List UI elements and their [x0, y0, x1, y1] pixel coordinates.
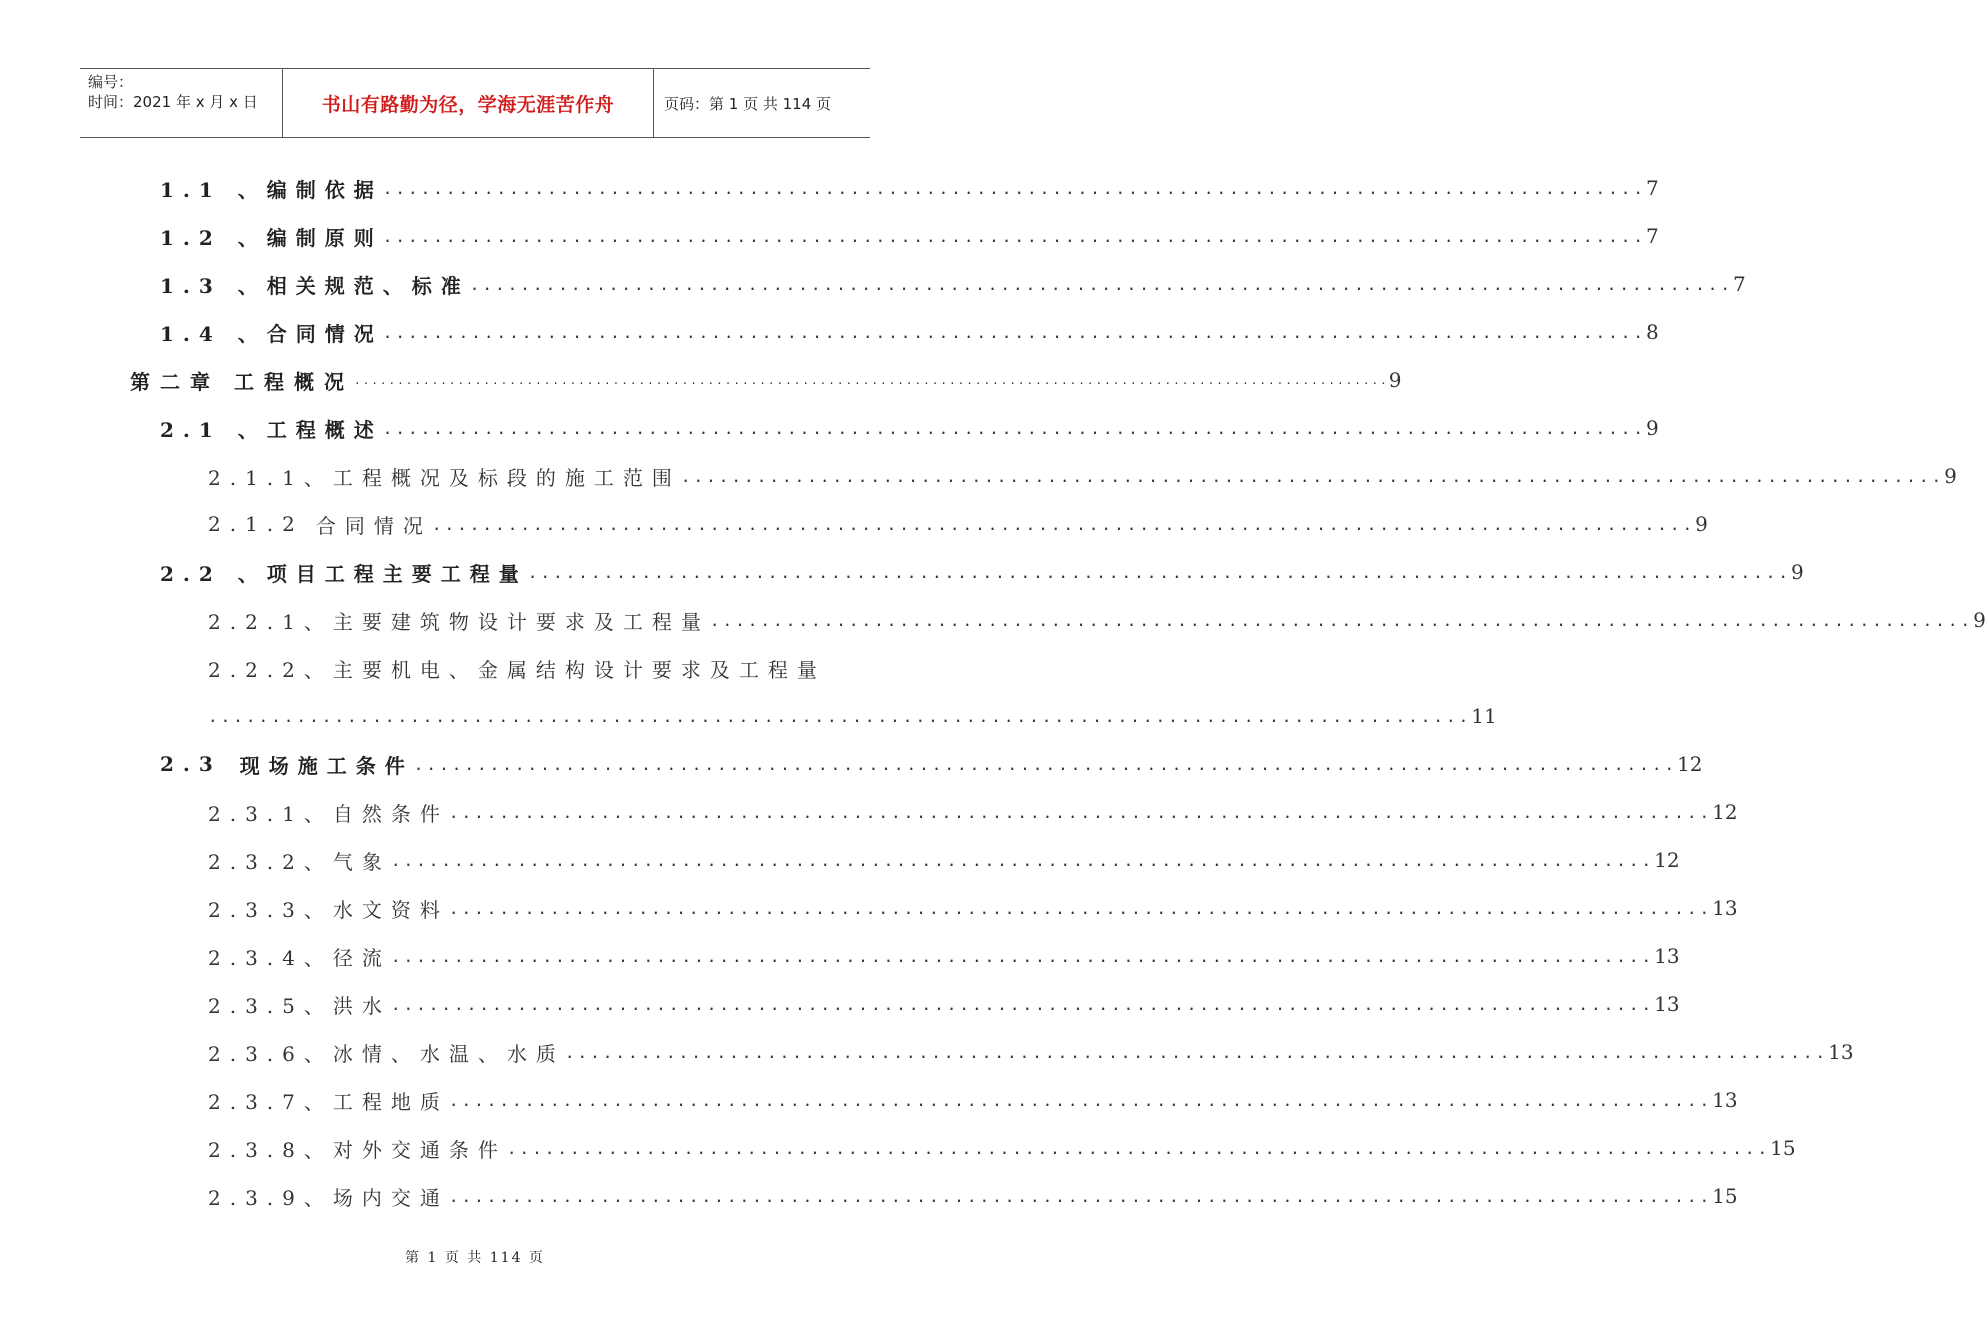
toc-entry-page: 11	[1471, 704, 1497, 728]
toc-entry[interactable]	[160, 548, 1804, 596]
toc-chapter-entry[interactable]	[130, 356, 1402, 404]
toc-entry-continuation[interactable]	[208, 692, 1497, 740]
toc-leader-dots: ....................................................................................................	[709, 610, 1974, 630]
toc-entry[interactable]	[208, 932, 1680, 980]
toc-entry-number: 2.2.2、	[208, 657, 333, 682]
toc-entry-number: 2.1 、	[160, 417, 267, 442]
toc-entry-number: 2.3	[160, 752, 222, 776]
toc-entry-number: 2.3.6、	[208, 1041, 333, 1066]
toc-entry-title: 冰情、水温、水质	[332, 1041, 565, 1066]
toc-entry-page: 7	[1646, 176, 1659, 200]
toc-entry-title: 合同情况	[315, 513, 432, 538]
toc-leader-dots: ....................................................................................................	[390, 946, 1655, 966]
toc-leader-dots: ....................................................................................................	[208, 706, 1472, 726]
toc-entry[interactable]	[208, 644, 832, 692]
toc-entry-number: 2.1.2	[208, 512, 304, 536]
toc-entry-page: 13	[1712, 896, 1738, 920]
toc-leader-dots: ....................................................................................................	[413, 754, 1678, 774]
toc-entry-title: 项目工程主要工程量	[266, 561, 528, 586]
header-motto: 书山有路勤为径，学海无涯苦作舟	[282, 69, 654, 137]
toc-entry-title: 编制依据	[266, 177, 383, 202]
toc-leader-dots: ....................................................................................................	[431, 514, 1696, 534]
toc-entry-page: 8	[1646, 320, 1659, 344]
page-header	[80, 68, 870, 138]
toc-leader-dots: ....................................................................................................	[448, 802, 1713, 822]
toc-leader-dots: ....................................................................................................	[506, 1138, 1771, 1158]
toc-entry-page: 9	[1388, 368, 1402, 392]
toc-entry-page: 9	[1646, 416, 1659, 440]
toc-entry-page: 7	[1646, 224, 1659, 248]
toc-entry[interactable]	[208, 596, 1986, 644]
toc-entry-number: 1.3 、	[160, 273, 267, 298]
toc-entry-page: 15	[1770, 1136, 1796, 1160]
toc-entry[interactable]	[208, 1076, 1738, 1124]
header-code-label: 编号：	[88, 73, 134, 91]
toc-entry-number: 2.3.8、	[208, 1137, 333, 1162]
toc-entry-number: 2.2.1、	[208, 609, 333, 634]
toc-entry-title: 相关规范、标准	[266, 273, 470, 298]
toc-entry-title: 工程概述	[266, 417, 383, 442]
toc-entry[interactable]	[208, 1124, 1796, 1172]
toc-entry-title: 主要机电、金属结构设计要求及工程量	[332, 657, 826, 682]
toc-entry-page: 12	[1654, 848, 1680, 872]
toc-entry-page: 7	[1733, 272, 1746, 296]
toc-entry-number: 2.1.1、	[208, 465, 333, 490]
toc-entry-number: 1.1 、	[160, 177, 267, 202]
toc-entry-page: 13	[1654, 944, 1680, 968]
toc-leader-dots: ....................................................................................................	[390, 994, 1655, 1014]
toc-entry[interactable]	[208, 452, 1957, 500]
toc-leader-dots: ....................................................................................................	[382, 178, 1647, 198]
toc-leader-dots: ....................................................................................................	[448, 1090, 1713, 1110]
toc-entry-title: 工程地质	[332, 1089, 449, 1114]
toc-entry-number: 2.3.7、	[208, 1089, 333, 1114]
toc-entry-page: 9	[1791, 560, 1804, 584]
toc-leader-dots: ....................................................................................................	[382, 322, 1647, 342]
header-meta	[80, 69, 282, 137]
toc-entry-title: 编制原则	[266, 225, 383, 250]
toc-entry[interactable]	[160, 404, 1659, 452]
toc-entry-title: 场内交通	[332, 1185, 449, 1210]
header-page-info: 页码：第 1 页 共 114 页	[664, 94, 832, 113]
toc-leader-dots: ....................................................................................................	[448, 898, 1713, 918]
toc-entry[interactable]	[208, 884, 1738, 932]
toc-entry-title: 工程概况及标段的施工范围	[332, 465, 681, 490]
toc-entry-title: 水文资料	[332, 897, 449, 922]
toc-entry-page: 12	[1712, 800, 1738, 824]
toc-entry[interactable]	[208, 788, 1738, 836]
toc-entry-title: 自然条件	[332, 801, 449, 826]
toc-entry-title: 对外交通条件	[332, 1137, 507, 1162]
page-footer: 第 1 页 共 114 页	[405, 1250, 545, 1266]
toc-leader-dots: ....................................................................................................	[382, 226, 1647, 246]
toc-leader-dots: ....................................................................................................	[448, 1186, 1713, 1206]
toc-entry-number: 1.2 、	[160, 225, 267, 250]
toc-entry[interactable]	[208, 1172, 1738, 1220]
toc-leader-dots: ....................................................................................................	[390, 850, 1655, 870]
toc-entry-page: 9	[1695, 512, 1708, 536]
toc-entry-number: 2.3.1、	[208, 801, 333, 826]
toc-entry-number: 2.3.5、	[208, 993, 333, 1018]
toc-entry-number: 第二章	[130, 369, 220, 394]
toc-entry-page: 13	[1654, 992, 1680, 1016]
toc-entry-page: 9	[1973, 608, 1986, 632]
toc-entry[interactable]	[208, 1028, 1854, 1076]
toc-entry-page: 9	[1944, 464, 1957, 488]
toc-entry-number: 1.4 、	[160, 321, 267, 346]
toc-entry-number: 2.2 、	[160, 561, 267, 586]
toc-entry-title: 合同情况	[266, 321, 383, 346]
toc-entry-number: 2.3.2、	[208, 849, 333, 874]
toc-entry[interactable]	[160, 212, 1659, 260]
toc-entry[interactable]	[208, 836, 1680, 884]
toc-entry[interactable]	[160, 164, 1659, 212]
toc-entry-number: 2.3.9、	[208, 1185, 333, 1210]
toc-entry[interactable]	[160, 740, 1703, 788]
toc-entry-number: 2.3.4、	[208, 945, 333, 970]
toc-entry-title: 现场施工条件	[239, 753, 414, 778]
toc-leader-dots: ....................................................................................................	[564, 1042, 1829, 1062]
toc-leader-dots: ....................................................................................................	[469, 274, 1734, 294]
toc-entry[interactable]	[208, 500, 1708, 548]
toc-entry-title: 气象	[332, 849, 391, 874]
toc-entry-title: 径流	[332, 945, 391, 970]
toc-leader-dots: ....................................................................................................	[680, 466, 1945, 486]
toc-entry-title: 工程概况	[234, 369, 354, 394]
toc-leader-dots: ....................................................................................................	[527, 562, 1792, 582]
toc-leader-dots: ....................................................................................................	[382, 418, 1647, 438]
toc-entry[interactable]	[160, 260, 1746, 308]
toc-entry-page: 15	[1712, 1184, 1738, 1208]
toc-entry-number: 2.3.3、	[208, 897, 333, 922]
toc-entry-page: 12	[1677, 752, 1703, 776]
header-time-label: 时间：2021 年 x 月 x 日	[88, 93, 258, 111]
toc-entry[interactable]	[160, 308, 1659, 356]
toc-entry[interactable]	[208, 980, 1680, 1028]
toc-leader-dots: ........................................................................................................................	[354, 373, 1389, 387]
toc-entry-title: 主要建筑物设计要求及工程量	[332, 609, 710, 634]
toc-entry-title: 洪水	[332, 993, 391, 1018]
toc-entry-page: 13	[1712, 1088, 1738, 1112]
toc-entry-page: 13	[1828, 1040, 1854, 1064]
